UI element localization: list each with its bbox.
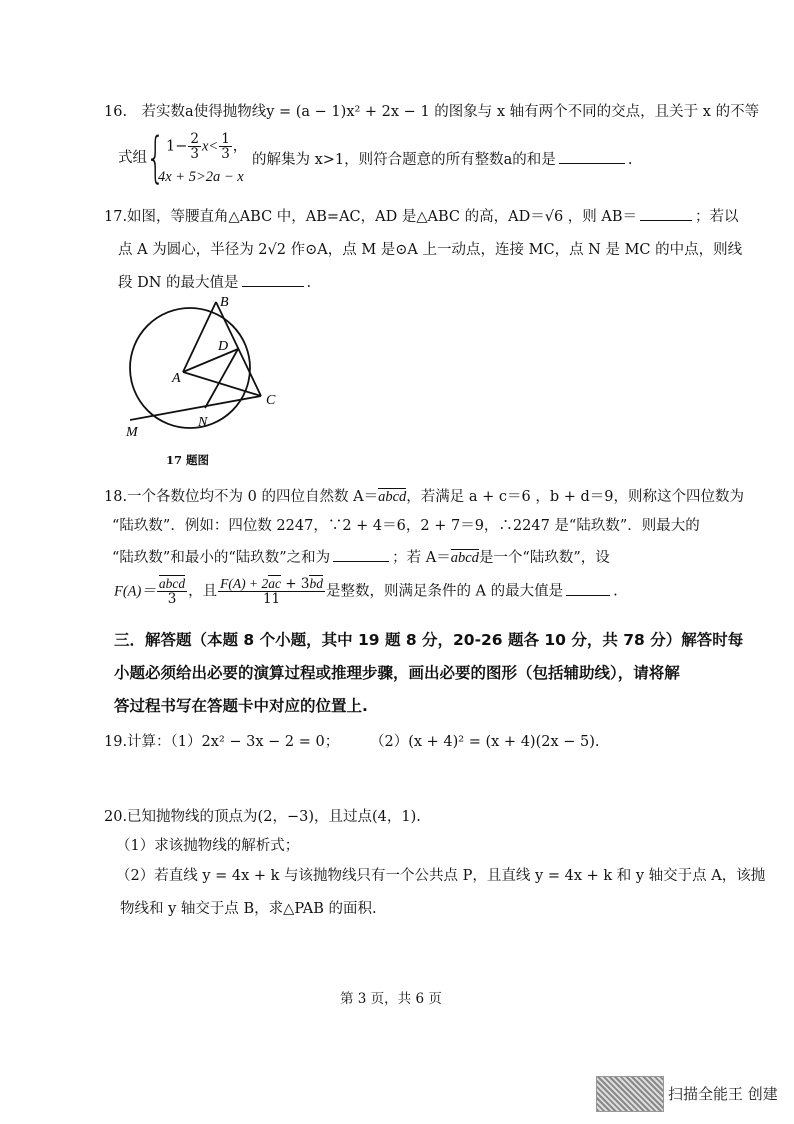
q19-part1: 19.计算：（1）2x² − 3x − 2 = 0； xyxy=(104,734,340,750)
q18-line3: “陆玖数”和最小的“陆玖数”之和为 ；若 A＝abcd是一个“陆玖数”，设 xyxy=(112,550,610,566)
q17-line1: 17.如图，等腰直角△ABC 中，AB=AC，AD 是△ABC 的高，AD＝√6 ，则 AB＝ ；若以 xyxy=(104,209,739,225)
segment-dn xyxy=(205,349,238,408)
segment-ab xyxy=(183,302,216,372)
label-m: M xyxy=(126,425,138,440)
label-a: A xyxy=(172,371,181,386)
segment-mc xyxy=(130,396,261,420)
section3-line1: 三．解答题（本题 8 个小题，其中 19 题 8 分，20-26 题各 10 分，共 78 分）解答时每 xyxy=(114,631,744,649)
q16-answer-blank xyxy=(559,162,625,164)
q20-line3: （2）若直线 y = 4x + k 与该抛物线只有一个公共点 P，且直线 y = 4x + k 和 y 轴交于点 A，该抛 xyxy=(116,868,766,884)
label-c: C xyxy=(266,393,276,408)
section3-line2: 小题必须给出必要的演算过程或推理步骤，画出必要的图形（包括辅助线），请将解 xyxy=(114,664,680,682)
q16-ineq1: 1− $\frac{2}{3}$ x< $\frac{1}{3}$ ， xyxy=(166,131,248,163)
scanner-qr-icon xyxy=(596,1076,664,1112)
q16-line1: 16. 若实数a使得抛物线y = (a − 1)x² + 2x − 1 的图象与 x 轴有两个不同的交点，且关于 x 的不等 xyxy=(104,104,760,120)
label-d: D xyxy=(218,339,229,354)
q20-line1: 20.已知抛物线的顶点为(2，−3)，且过点(4，1). xyxy=(104,809,421,825)
q17-blank-ab xyxy=(640,219,692,221)
q17-blank-dn xyxy=(242,285,304,287)
q17-line2: 点 A 为圆心，半径为 2√2 作⊙A，点 M 是⊙A 上一动点，连接 MC，点 N 是 MC 的中点，则线 xyxy=(118,242,743,258)
label-b: B xyxy=(220,295,229,310)
circle-a xyxy=(130,308,250,428)
figure-17 xyxy=(110,290,290,450)
q20-line4: 物线和 y 轴交于点 B，求△PAB 的面积. xyxy=(120,901,377,917)
q16-ineq2: 4x + 5>2a − x xyxy=(158,169,244,185)
scanner-watermark: 扫描全能王 创建 xyxy=(668,1085,778,1103)
section3-line3: 答过程书写在答题卡中对应的位置上. xyxy=(114,697,368,715)
figure-17-caption: 17 题图 xyxy=(166,453,210,467)
q18-blank-sum xyxy=(333,560,389,562)
q17-line3: 段 DN 的最大值是 . xyxy=(118,275,312,291)
q18-line1: 18.一个各数位均不为 0 的四位自然数 A＝abcd，若满足 a + c＝6 ，b + d＝9，则称这个四位数为 xyxy=(104,489,745,505)
label-n: N xyxy=(198,415,208,430)
q18-line2: “陆玖数”．例如：四位数 2247，∵2 + 4＝6，2 + 7＝9，∴2247 是“陆玖数”．则最大的 xyxy=(112,518,700,534)
q16-lead: 式组 xyxy=(118,150,147,166)
q19-part2: （2）(x + 4)² = (x + 4)(2x − 5). xyxy=(370,734,600,750)
q18-blank-max xyxy=(566,594,610,596)
page-footer: 第 3 页，共 6 页 xyxy=(340,991,442,1007)
q18-line4: F(A)＝ $\frac{\text{abcd}}{3}$ ，且 $\frac{F(A) + 2ac + 3bd}{11}$ 是整数，则满足条件的 A 的最大值是 . xyxy=(114,576,618,608)
system-brace: { xyxy=(146,126,165,189)
q20-line2: （1）求该抛物线的解析式； xyxy=(116,838,300,854)
q16-tail: 的解集为 x>1，则符合题意的所有整数a的和是 . xyxy=(252,152,633,168)
